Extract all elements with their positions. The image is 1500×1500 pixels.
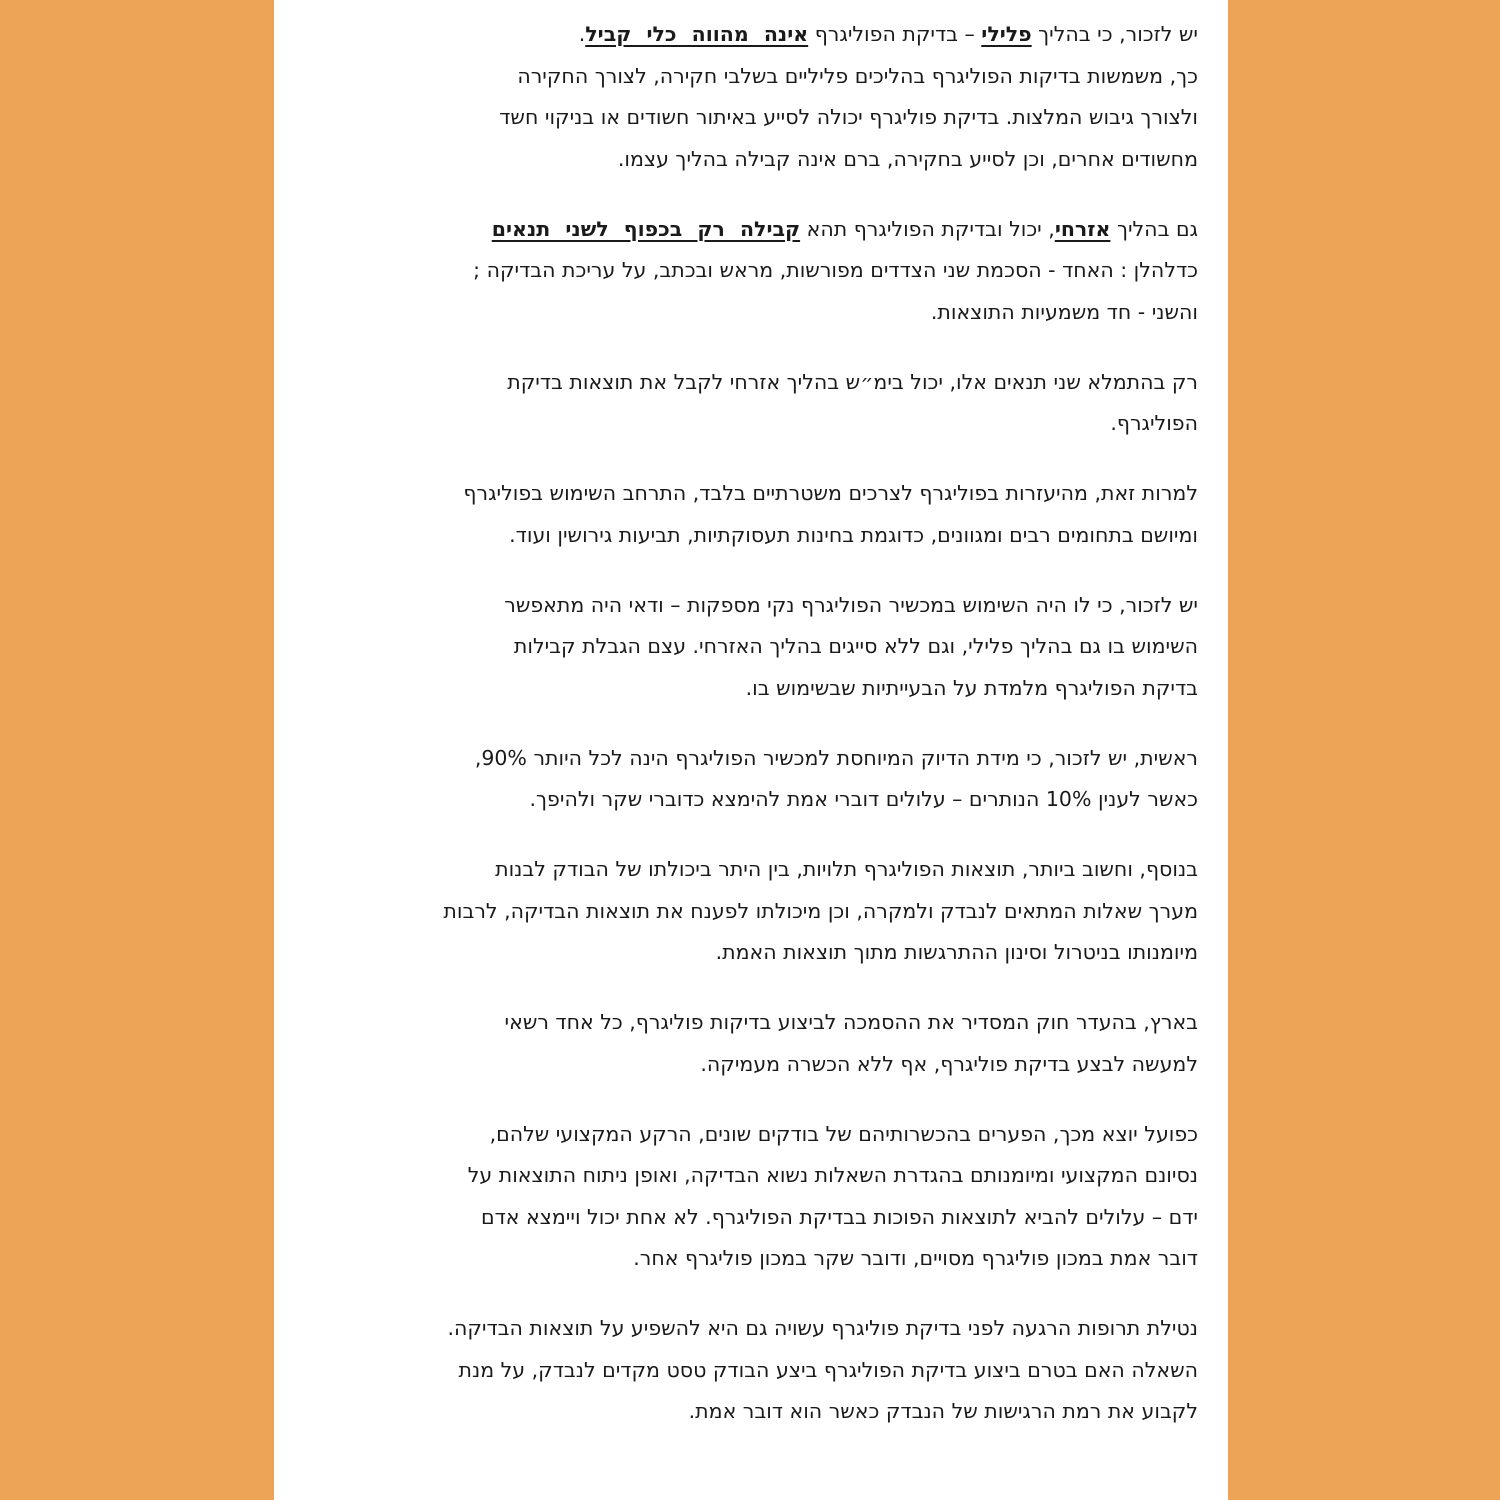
text-segment: רק בהתמלא שני תנאים אלו, יכול בימ״ש בהליך אזרחי לקבל את תוצאות בדיקת xyxy=(507,369,1198,394)
text-segment: , יכול ובדיקת הפוליגרף תהא xyxy=(800,216,1055,241)
text-line xyxy=(318,97,1198,139)
text-segment: ידם – עלולים להביא לתוצאות הפוכות בבדיקת הפוליגרף. לא אחת יכול ויימצא אדם xyxy=(480,1204,1198,1229)
text-segment: ראשית, יש לזכור, כי מידת הדיוק המיוחסת למכשיר הפוליגרף הינה לכל היותר 90%, xyxy=(474,745,1198,770)
text-segment: כך, משמשות בדיקות הפוליגרף בהליכים פליליים בשלבי חקירה, לצורך החקירה xyxy=(517,63,1198,88)
text-line xyxy=(318,403,1198,445)
text-segment: נסיונם המקצועי ומיומנותם בהגדרת השאלות נשוא הבדיקה, ואופן ניתוח התוצאות על xyxy=(467,1163,1198,1187)
text-line xyxy=(318,738,1198,780)
text-line xyxy=(318,14,1198,56)
emphasized-text: פלילי xyxy=(981,22,1032,46)
text-segment: מיומנותו בניטרול וסינון ההתרגשות מתוך תוצאות האמת. xyxy=(715,940,1198,964)
text-line xyxy=(318,1002,1198,1044)
paragraph xyxy=(318,1308,1198,1433)
document-page xyxy=(274,0,1228,1500)
text-segment: והשני - חד משמעיות התוצאות. xyxy=(930,299,1198,324)
document-body xyxy=(318,14,1198,1461)
text-line xyxy=(318,209,1198,251)
text-line xyxy=(318,585,1198,627)
text-segment: בדיקת הפוליגרף מלמדת על הבעייתיות שבשימוש בו. xyxy=(745,675,1198,700)
text-segment: ולצורך גיבוש המלצות. בדיקת פוליגרף יכולה לסייע באיתור חשודים או בניקוי חשד xyxy=(499,105,1198,129)
text-segment: כאשר לענין 10% הנותרים – עלולים דוברי אמת להימצא כדוברי שקר ולהיפך. xyxy=(529,787,1198,811)
paragraph xyxy=(318,585,1198,710)
text-segment: מחשודים אחרים, וכן לסייע בחקירה, ברם אינה קבילה בהליך עצמו. xyxy=(617,146,1198,171)
text-segment: בארץ, בהעדר חוק המסדיר את ההסמכה לביצוע בדיקות פוליגרף, כל אחד רשאי xyxy=(504,1010,1198,1034)
text-line xyxy=(318,1238,1198,1280)
text-line xyxy=(318,515,1198,557)
text-segment: השימוש בו גם בהליך פלילי, וגם ללא סייגים בהליך האזרחי. עצם הגבלת קבילות xyxy=(513,634,1198,658)
text-line xyxy=(318,1044,1198,1086)
paragraph xyxy=(318,738,1198,821)
text-segment: דובר אמת במכון פוליגרף מסויים, ודובר שקר במכון פוליגרף אחר. xyxy=(633,1246,1198,1270)
text-segment: נטילת תרופות הרגעה לפני בדיקת פוליגרף עשויה גם היא להשפיע על תוצאות הבדיקה. xyxy=(447,1316,1198,1340)
paragraph xyxy=(318,849,1198,974)
text-segment: כדלהלן : האחד - הסכמת שני הצדדים מפורשות, מראש ובכתב, על עריכת הבדיקה ; xyxy=(473,258,1198,282)
text-segment: . xyxy=(578,22,586,46)
text-line xyxy=(318,849,1198,891)
text-line xyxy=(318,1114,1198,1156)
text-segment: הפוליגרף. xyxy=(1110,411,1198,435)
text-segment: בנוסף, וחשוב ביותר, תוצאות הפוליגרף תלויות, בין היתר ביכולתו של הבודק לבנות xyxy=(495,857,1198,881)
text-line xyxy=(318,250,1198,292)
text-line xyxy=(318,1155,1198,1197)
text-segment: גם בהליך xyxy=(1110,216,1198,241)
text-line xyxy=(318,1308,1198,1350)
emphasized-text: קבילה רק בכפוף לשני תנאים xyxy=(491,216,801,241)
text-line xyxy=(318,1391,1198,1433)
text-segment: ומיושם בתחומים רבים ומגוונים, כדוגמת בחינות תעסוקתיות, תביעות גירושין ועוד. xyxy=(509,522,1198,547)
paragraph xyxy=(318,14,1198,180)
paragraph xyxy=(318,1114,1198,1280)
text-line xyxy=(318,668,1198,710)
text-line xyxy=(318,1350,1198,1392)
text-segment: יש לזכור, כי לו היה השימוש במכשיר הפוליגרף נקי מספקות – ודאי היה מתאפשר xyxy=(504,592,1198,617)
text-line xyxy=(318,473,1198,515)
text-line xyxy=(318,1197,1198,1239)
text-segment: יש לזכור, כי בהליך xyxy=(1031,22,1198,46)
paragraph xyxy=(318,1002,1198,1085)
text-line xyxy=(318,932,1198,974)
text-line xyxy=(318,626,1198,668)
text-line xyxy=(318,292,1198,334)
paragraph xyxy=(318,473,1198,556)
text-segment: כפועל יוצא מכך, הפערים בהכשרותיהם של בודקים שונים, הרקע המקצועי שלהם, xyxy=(489,1121,1198,1146)
text-segment: למעשה לבצע בדיקת פוליגרף, אף ללא הכשרה מעמיקה. xyxy=(700,1051,1198,1076)
text-segment: – בדיקת הפוליגרף xyxy=(808,22,982,46)
text-line xyxy=(318,139,1198,181)
text-line xyxy=(318,779,1198,821)
paragraph xyxy=(318,362,1198,445)
text-line xyxy=(318,56,1198,98)
text-line xyxy=(318,362,1198,404)
text-segment: לקבוע את רמת הרגישות של הנבדק כאשר הוא דובר אמת. xyxy=(688,1399,1198,1423)
emphasized-text: אזרחי xyxy=(1054,216,1111,241)
emphasized-text: אינה מהווה כלי קביל xyxy=(585,22,809,46)
paragraph xyxy=(318,209,1198,334)
text-segment: למרות זאת, מהיעזרות בפוליגרף לצרכים משטרתיים בלבד, התרחב השימוש בפוליגרף xyxy=(463,481,1198,505)
text-segment: מערך שאלות המתאים לנבדק ולמקרה, וכן מיכולתו לפענח את תוצאות הבדיקה, לרבות xyxy=(443,898,1198,923)
text-segment: השאלה האם בטרם ביצוע בדיקת הפוליגרף ביצע הבודק טסט מקדים לנבדק, על מנת xyxy=(458,1357,1198,1382)
text-line xyxy=(318,891,1198,933)
